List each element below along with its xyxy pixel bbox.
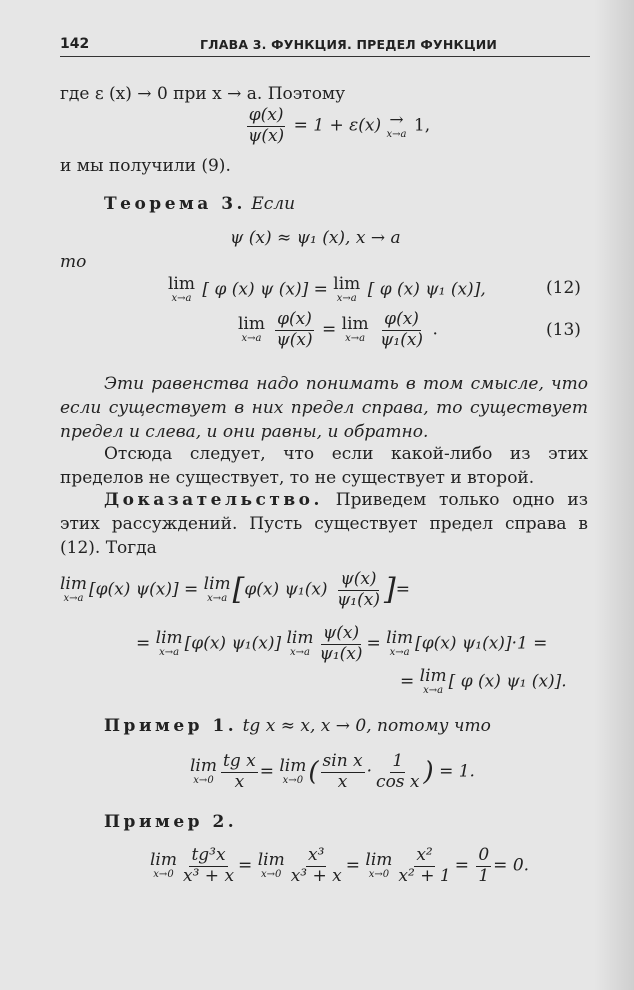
proof-equation-line-1: lim x→a [φ(x) ψ(x)] = lim x→a [φ(x) ψ₁(x) $\frac{\psi(x)}{\text{ψ₁(x)}}$ ]= — [60, 569, 410, 610]
paragraph-2: Отсюда следует, что если какой-либо из этих пределов не существует, то не существует и второй. — [60, 444, 588, 488]
proof-equation-line-3: = lim x→a [ φ (x) ψ₁ (x)]. — [400, 666, 567, 696]
equation-12: lim x→a [ φ (x) ψ (x)] = lim x→a [ φ (x) ψ₁ (x)], — [168, 274, 486, 304]
proof-equation-line-2: = lim x→a [φ(x) ψ₁(x)] lim x→a $\frac{\psi(x)}{\text{ψ₁(x)}}$ = lim x→a [φ(x) ψ₁(x)]·1 = — [136, 623, 548, 664]
running-header — [60, 34, 590, 57]
example-1-heading: Пример 1. tg x ≈ x, x → 0, потому что — [104, 716, 491, 736]
example-1-formula: lim x→0 $\frac{\text{tg x}}{x}$ = lim x→0 ( $\frac{\text{sin x}}{x}$ · $\frac{1}{\text{cos x}}$ ) = 1. — [190, 751, 475, 792]
page-shadow — [594, 0, 634, 990]
text-line-2: и мы получили (9). — [60, 156, 231, 176]
example-2-formula: lim x→0 $\frac{\text{tg³x}}{\text{x³ + x}}$ = lim x→0 $\frac{\text{x³}}{\text{x³ + x}}$ = lim x→0 $\frac{\text{x²}}{\text{x² + 1}}$ = $\frac{0}{1}$ = 0. — [150, 845, 530, 886]
formula-ratio: $\frac{\varphi(x)}{\psi(x)}$ = 1 + ε(x) → x→a 1, — [248, 105, 431, 146]
theorem-heading: Теорема 3. Если — [104, 194, 296, 214]
equation-number-12: (12) — [546, 278, 581, 298]
proof-paragraph: Доказательство. Приведем только одно из этих рассуждений. Пусть существует предел справа в (12). Тогда — [60, 490, 589, 558]
equation-number-13: (13) — [546, 320, 581, 340]
equation-13: lim x→a $\frac{\varphi(x)}{\psi(x)}$ = lim x→a $\frac{\varphi(x)}{\text{ψ₁(x)}}$ . — [238, 309, 438, 350]
example-2-heading: Пример 2. — [104, 812, 238, 832]
chapter-title: ГЛАВА 3. ФУНКЦИЯ. ПРЕДЕЛ ФУНКЦИИ — [200, 37, 498, 52]
text-to: то — [60, 252, 87, 272]
text-line-1: где ε (x) → 0 при x → a. Поэтому — [60, 84, 346, 104]
page-number: 142 — [60, 36, 90, 52]
italic-paragraph: Эти равенства надо понимать в том смысле, что если существует в них предел справа, то существует предел и слева, и они равны, и обратно. — [60, 374, 588, 442]
fraction: $\frac{\varphi(x)}{\psi(x)}$ — [248, 105, 285, 146]
theorem-condition: ψ (x) ≈ ψ₁ (x), x → a — [230, 228, 401, 248]
